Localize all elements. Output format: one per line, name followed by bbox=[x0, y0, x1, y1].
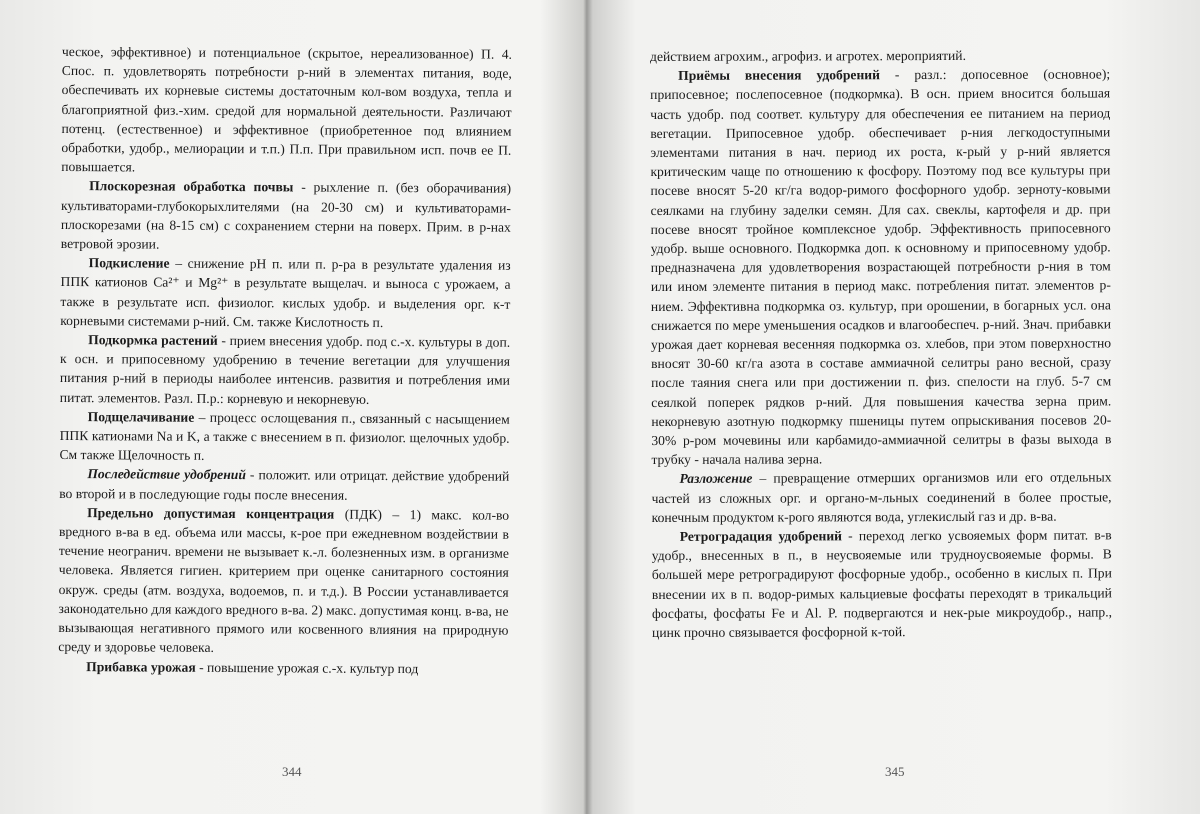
definition: (ПДК) – 1) макс. кол-во вредного в-ва в ед. объема или массы, к-рое при ежедневном воздействии в течение неогранич. времени не вызывает к.-л. болезненных изм. в организме человека. Является гигиен. критерием при оценке санитарного состояния окруж. среды (атм. воздуха, водоемов, п. и т.д.). В России устанавливается законодательно для каждого вредного в-ва. 2) макс. допустимая конц. в-ва, не вызывающая негативного прямого или косвенного влияния на природную среду и здоровье человека. bbox=[58, 506, 510, 656]
left-page bbox=[0, 0, 585, 814]
paragraph bbox=[61, 42, 512, 179]
paragraph bbox=[650, 65, 1111, 470]
term: Подкормка растений bbox=[88, 332, 218, 349]
right-page bbox=[585, 0, 1200, 814]
paragraph bbox=[61, 176, 511, 256]
paragraph bbox=[652, 525, 1112, 642]
paragraph bbox=[651, 468, 1111, 527]
paragraph bbox=[59, 464, 509, 505]
page-number: 345 bbox=[885, 764, 905, 779]
term: Прибавка урожая bbox=[86, 658, 196, 675]
definition: действием агрохим., агрофиз. и агротех. мероприятий. bbox=[650, 47, 966, 64]
left-page-text bbox=[58, 42, 512, 678]
term: Приёмы внесения удобрений bbox=[678, 67, 880, 84]
definition: - прием внесения удобр. под с.-х. культуры в доп. к осн. и припосевному удобрению в течение вегетации для улучшения питания р-ний в периоды наиболее интенсив. развития и потребления ими питат. элементов. Разл. П.р.: корневую и некорневую. bbox=[59, 333, 511, 407]
definition: – процесс ослощевания п., связанный с насыщением ППК катионами Na и K, а также с внесением в п. физиолог. щелочных удобр. См также Щелочность п. bbox=[59, 409, 510, 464]
term: Подкисление bbox=[88, 255, 170, 271]
term: Плоскорезная обработка почвы bbox=[89, 178, 294, 195]
term: Ретроградация удобрений bbox=[679, 528, 842, 544]
definition: - положит. или отрицат. действие удобрений во второй и в последующие годы после внесения. bbox=[59, 467, 510, 503]
definition: ческое, эффективное) и потенциальное (скрытое, нереализованное) П. 4. Спос. п. удовлетворять потребности р-ний в элементах питания, воде, обеспечивать их корневые системы достаточным кол-вом воздуха, тепла и благоприятной физ.-хим. средой для нормальной деятельности. Различают потенц. (естественное) и эффективное (приобретенное под влиянием обработки, удобр., мелиорации и т.п.) П.п. При правильном исп. почв ее П. повышается. bbox=[61, 43, 512, 175]
paragraph bbox=[59, 407, 509, 467]
definition: - разл.: допосевное (основное); припосевное; послепосевное (подкормка). В осн. прием вносится большая часть удобр. под соответ. культуру для обеспечения ее питанием на период вегетации. Припосевное удобр. обеспечивает р-ния легкодоступными элементами питания в нач. период их роста, к-рый у р-ний является критическим чаще по отношению к фосфору. Поэтому под все культуры при посеве вносят 5-20 кг/га водор-римого фосфорного удобр. зерноту-ковыми сеялками на глубину заделки семян. Для сах. свеклы, картофеля и др. при посеве вносят тройное комплексное удобр. Эффективность припосевного удобр. выше основного. Подкормка доп. к основному и припосевному удобр. предназначена для удовлетворения возрастающей потребности р-ния в том или ином элементе питания в период макс. потребления питат. элементов р-нием. Эффективна подкормка оз. культур, при орошении, в богарных усл. она снижается по мере уменьшения осадков и влагообеспеч. р-ний. Знач. прибавки урожая дает корневая весенняя подкормка оз. хлебов, при этом поверхностно вносят 30-60 кг/га азота в составе аммиачной селитры рано весной, сразу после таяния снега или при достижении п. физ. спелости на глуб. 5-7 см сеялкой поперек рядков р-ний. Для повышения качества зерна прим. некорневую азотную подкормку пшеницы путем опрыскивания посевов 20-30% р-ром мочевины или карбамидо-аммиачной селитры в фазы выхода в трубку - начала налива зерна. bbox=[650, 66, 1112, 468]
paragraph bbox=[58, 656, 508, 678]
definition: - рыхление п. (без оборачивания) культиваторами-глубокорыхлителями (на 20-30 см) и культиваторами-плоскорезами (на 8-15 см) с сохранением стерни на поверх. Прим. в р-нах ветровой эрозии. bbox=[60, 179, 512, 252]
term: Последействие удобрений bbox=[87, 466, 246, 483]
paragraph bbox=[650, 45, 1110, 66]
term: Подщелачивание bbox=[87, 409, 195, 425]
definition: – снижение pH п. или п. р-ра в результате удаления из ППК катионов Ca²⁺ и Mg²⁺ в результате выщелач. и выноса с урожаем, а также в результате исп. физиолог. кислых удобр. и выделения орг. к-т корневыми системами р-ний. См. также Кислотность п. bbox=[60, 255, 511, 330]
definition: - переход легко усвояемых форм питат. в-в удобр., внесенных в п., в неусвояемые или трудноусвояемые формы. В большей мере ретроградируют фосфорные удобр., особенно в кислых п. При внесении их в п. водор-римых кальциевые фосфаты переходят в трикальций фосфаты, фосфаты Fe и Al. P. подвергаются и нек-рые микроудобр., напр., цинк прочно связывается фосфорной к-той. bbox=[651, 527, 1113, 641]
term: Разложение bbox=[679, 471, 753, 487]
definition: – превращение отмерших организмов или его отдельных частей из сложных орг. и органо-м-льных соединений в более простые, конечным продуктом к-рого являются вода, углекислый газ и др. в-ва. bbox=[651, 469, 1112, 525]
paragraph bbox=[58, 503, 509, 659]
paragraph bbox=[60, 330, 510, 410]
definition: - повышение урожая с.-х. культур под bbox=[195, 659, 419, 676]
paragraph bbox=[60, 253, 510, 333]
page-number: 344 bbox=[282, 764, 302, 779]
right-page-text bbox=[650, 45, 1112, 642]
term: Предельно допустимая концентрация bbox=[87, 505, 335, 522]
